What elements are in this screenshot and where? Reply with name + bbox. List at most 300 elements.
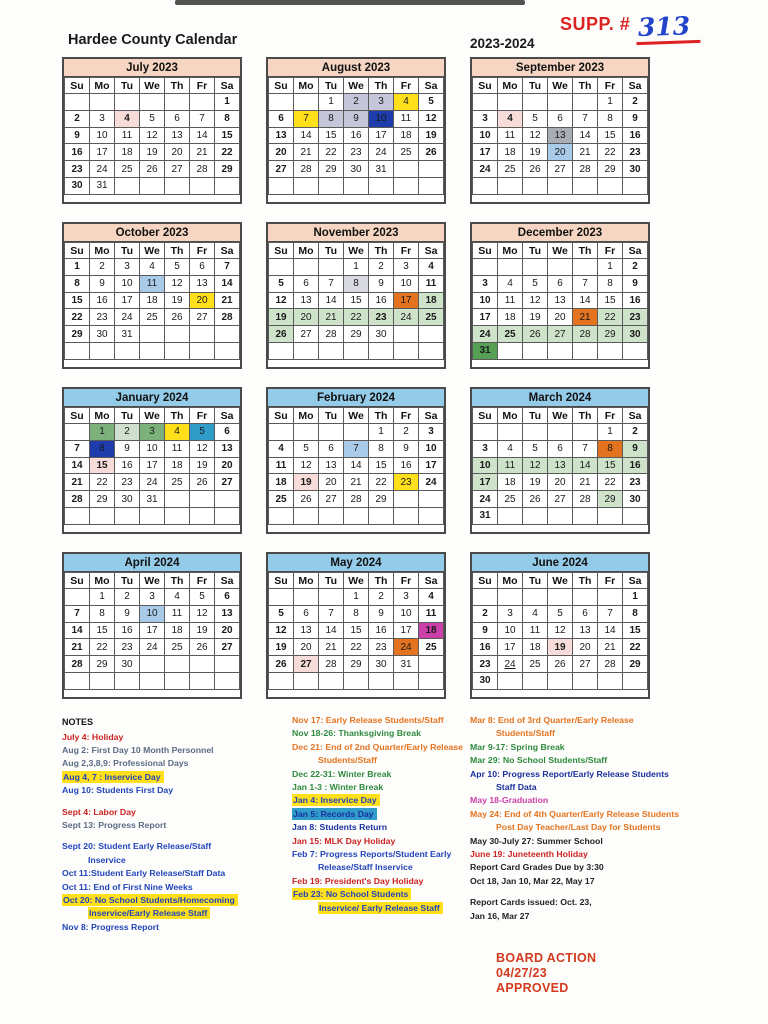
day-cell: 27 [165,161,190,178]
weekday-header: Tu [523,573,548,589]
weekday-header: We [548,573,573,589]
day-cell: 5 [548,605,573,622]
supp-number-handwritten: 313 [636,13,701,45]
month-title: February 2024 [268,389,444,407]
weekday-header: Tu [115,243,140,259]
day-cell: 9 [473,622,498,639]
day-cell: 28 [65,656,90,673]
note-item: May 24: End of 4th Quarter/Early Release Students [470,808,680,819]
day-cell: 23 [344,144,369,161]
school-year-label: 2023-2024 [470,36,535,51]
note-item: Nov 18-26: Thanksgiving Break [292,728,421,739]
day-cell [294,94,319,111]
day-cell: 7 [598,605,623,622]
day-cell: 18 [394,127,419,144]
weekday-header: Tu [115,78,140,94]
month-january-2024 [62,387,242,534]
day-cell: 21 [573,309,598,326]
day-cell: 19 [523,474,548,491]
day-cell [548,424,573,441]
day-cell [115,672,140,689]
day-cell: 15 [598,127,623,144]
day-cell [65,94,90,111]
day-cell [598,177,623,194]
day-cell [215,672,240,689]
day-cell [573,342,598,359]
day-cell [140,177,165,194]
day-cell: 7 [215,259,240,276]
day-cell: 29 [344,656,369,673]
day-cell: 3 [140,589,165,606]
day-cell [419,507,444,524]
day-cell: 14 [190,127,215,144]
day-cell [165,507,190,524]
day-cell [190,491,215,508]
day-cell [498,589,523,606]
day-cell: 19 [190,457,215,474]
day-cell: 3 [369,94,394,111]
day-cell: 21 [344,474,369,491]
day-cell: 30 [115,491,140,508]
day-cell: 15 [598,457,623,474]
day-cell: 15 [598,292,623,309]
day-cell: 12 [140,127,165,144]
day-cell: 10 [140,605,165,622]
day-cell: 2 [623,94,648,111]
weekday-header: We [140,243,165,259]
day-cell [473,259,498,276]
day-cell: 9 [65,127,90,144]
day-cell [165,326,190,343]
day-cell [598,672,623,689]
day-cell: 11 [419,275,444,292]
day-cell: 2 [394,424,419,441]
day-cell: 6 [573,605,598,622]
day-cell: 18 [419,292,444,309]
day-cell: 31 [140,491,165,508]
note-item: Oct 18, Jan 10, Mar 22, May 17 [470,875,595,886]
note-item: Post Day Teacher/Last Day for Students [496,822,661,833]
day-cell: 4 [269,440,294,457]
day-cell: 2 [115,589,140,606]
day-cell: 10 [90,127,115,144]
day-cell: 29 [344,326,369,343]
day-cell: 24 [394,309,419,326]
day-cell: 21 [294,144,319,161]
day-cell [215,342,240,359]
month-october-2023 [62,222,242,369]
day-cell [498,259,523,276]
day-cell: 31 [115,326,140,343]
day-cell: 29 [65,326,90,343]
day-cell: 19 [140,144,165,161]
day-cell: 3 [394,589,419,606]
weekday-header: Th [369,408,394,424]
day-cell [269,94,294,111]
day-cell [319,177,344,194]
day-cell [548,589,573,606]
weekday-header: Fr [190,243,215,259]
day-cell [419,342,444,359]
day-cell: 7 [573,110,598,127]
day-cell [419,491,444,508]
day-cell: 14 [319,622,344,639]
day-cell [623,507,648,524]
note-highlight: Jan 5: Records Day [292,808,377,820]
day-cell [294,342,319,359]
day-cell: 6 [319,440,344,457]
board-action-line: APPROVED [496,981,569,995]
weekday-header: Th [573,243,598,259]
day-cell: 22 [598,309,623,326]
scan-artifact [175,0,525,5]
day-cell: 2 [115,424,140,441]
weekday-header: Sa [623,78,648,94]
day-cell [573,424,598,441]
weekday-header: Tu [319,243,344,259]
day-cell [90,342,115,359]
day-cell: 20 [294,639,319,656]
day-cell: 29 [598,161,623,178]
month-grid-table [64,242,240,360]
note-item: Report Card Grades Due by 3:30 [470,862,604,873]
month-title: September 2023 [472,59,648,77]
day-cell: 7 [190,110,215,127]
day-cell: 25 [165,639,190,656]
weekday-header: Th [573,408,598,424]
day-cell [319,672,344,689]
note-item: Aug 2: First Day 10 Month Personnel [62,744,214,755]
day-cell: 22 [215,144,240,161]
day-cell: 18 [498,474,523,491]
weekday-header: Th [165,78,190,94]
day-cell: 19 [269,639,294,656]
supp-label: SUPP. # [560,14,631,34]
weekday-header: Mo [90,408,115,424]
month-title: June 2024 [472,554,648,572]
note-item: Report Cards issued: Oct. 23, [470,897,592,908]
day-cell [65,342,90,359]
day-cell: 16 [623,292,648,309]
notes-column-1 [62,716,297,934]
day-cell: 12 [523,127,548,144]
day-cell: 25 [269,491,294,508]
day-cell: 26 [523,326,548,343]
day-cell [215,177,240,194]
weekday-header: Mo [294,408,319,424]
day-cell [498,342,523,359]
day-cell [140,342,165,359]
day-cell: 6 [294,605,319,622]
day-cell [165,672,190,689]
day-cell: 30 [65,177,90,194]
day-cell: 11 [419,605,444,622]
day-cell: 5 [190,424,215,441]
day-cell: 10 [473,127,498,144]
day-cell [548,672,573,689]
day-cell: 11 [269,457,294,474]
day-cell [498,672,523,689]
day-cell: 8 [90,440,115,457]
note-item: Students/Staff [496,728,555,739]
day-cell: 1 [344,589,369,606]
day-cell: 17 [140,622,165,639]
day-cell: 12 [523,457,548,474]
day-cell: 28 [598,656,623,673]
day-cell: 31 [90,177,115,194]
weekday-header: Fr [190,573,215,589]
day-cell [90,507,115,524]
day-cell: 3 [394,259,419,276]
day-cell: 27 [573,656,598,673]
day-cell: 11 [394,110,419,127]
day-cell: 19 [190,622,215,639]
weekday-header: Fr [598,78,623,94]
day-cell: 12 [419,110,444,127]
day-cell: 27 [548,491,573,508]
day-cell: 23 [115,474,140,491]
page-title: Hardee County Calendar [68,32,238,48]
weekday-header: We [140,573,165,589]
note-item: Mar 8: End of 3rd Quarter/Early Release [470,715,634,725]
day-cell: 22 [344,639,369,656]
note-item: Dec 22-31: Winter Break [292,768,392,779]
day-cell: 16 [115,622,140,639]
note-highlight: Inservice/Early Release Staff [88,907,210,919]
day-cell [573,259,598,276]
day-cell: 30 [623,326,648,343]
day-cell: 13 [573,622,598,639]
month-grid-table [268,572,444,690]
day-cell [294,259,319,276]
day-cell [523,177,548,194]
day-cell [294,589,319,606]
day-cell: 23 [369,309,394,326]
day-cell: 13 [548,292,573,309]
day-cell: 26 [548,656,573,673]
day-cell: 25 [140,309,165,326]
day-cell: 12 [269,292,294,309]
day-cell: 27 [319,491,344,508]
day-cell [269,507,294,524]
day-cell: 16 [623,127,648,144]
month-may-2024 [266,552,446,699]
day-cell: 22 [369,474,394,491]
note-item: May 18-Graduation [470,795,549,806]
day-cell: 11 [165,605,190,622]
weekday-header: Tu [115,573,140,589]
day-cell: 17 [394,622,419,639]
day-cell: 25 [498,161,523,178]
day-cell: 10 [394,275,419,292]
weekday-header: Fr [190,408,215,424]
day-cell: 4 [498,440,523,457]
day-cell: 3 [473,275,498,292]
day-cell: 28 [573,326,598,343]
day-cell [140,94,165,111]
day-cell [165,491,190,508]
day-cell: 1 [369,424,394,441]
day-cell: 19 [269,309,294,326]
day-cell: 16 [344,127,369,144]
day-cell: 18 [140,292,165,309]
day-cell: 1 [90,589,115,606]
weekday-header: Mo [90,573,115,589]
day-cell [523,589,548,606]
day-cell: 25 [165,474,190,491]
day-cell [498,424,523,441]
day-cell: 7 [65,605,90,622]
day-cell [394,491,419,508]
weekday-header: Sa [419,243,444,259]
day-cell [419,161,444,178]
day-cell: 6 [548,275,573,292]
day-cell: 23 [473,656,498,673]
weekday-header: Tu [319,408,344,424]
day-cell: 13 [548,127,573,144]
month-title: July 2023 [64,59,240,77]
month-grid-table [472,572,648,690]
day-cell: 2 [90,259,115,276]
month-july-2023 [62,57,242,204]
weekday-header: Su [269,243,294,259]
day-cell: 24 [115,309,140,326]
month-march-2024 [470,387,650,534]
day-cell: 25 [498,326,523,343]
day-cell [319,507,344,524]
weekday-header: Sa [215,408,240,424]
day-cell: 30 [115,656,140,673]
day-cell: 7 [573,440,598,457]
day-cell [419,672,444,689]
day-cell: 5 [523,275,548,292]
note-item: Mar 29: No School Students/Staff [470,755,608,766]
day-cell [573,94,598,111]
day-cell: 13 [319,457,344,474]
day-cell: 28 [319,656,344,673]
day-cell: 15 [215,127,240,144]
day-cell: 15 [90,457,115,474]
day-cell [394,326,419,343]
day-cell [165,656,190,673]
weekday-header: Mo [498,573,523,589]
day-cell: 13 [215,605,240,622]
day-cell: 22 [344,309,369,326]
day-cell [215,656,240,673]
weekday-header: We [140,408,165,424]
day-cell [344,342,369,359]
day-cell: 7 [319,275,344,292]
day-cell: 1 [90,424,115,441]
day-cell: 8 [344,275,369,292]
day-cell: 20 [319,474,344,491]
day-cell [473,177,498,194]
weekday-header: Su [473,78,498,94]
weekday-header: Su [473,408,498,424]
notes-spacer [62,832,297,840]
weekday-header: Sa [419,408,444,424]
day-cell [140,656,165,673]
day-cell: 14 [573,127,598,144]
day-cell [523,259,548,276]
note-item [62,907,297,919]
day-cell: 29 [598,326,623,343]
note-item: Staff Data [496,782,537,793]
weekday-header: Sa [215,243,240,259]
day-cell: 14 [65,457,90,474]
day-cell: 19 [523,144,548,161]
day-cell: 28 [65,491,90,508]
month-grid-table [472,407,648,525]
day-cell [573,672,598,689]
month-grid-table [268,407,444,525]
note-item: Inservice [88,854,126,865]
weekday-header: Sa [215,573,240,589]
day-cell: 21 [215,292,240,309]
day-cell: 15 [623,622,648,639]
month-title: August 2023 [268,59,444,77]
day-cell: 6 [215,589,240,606]
day-cell [115,94,140,111]
day-cell: 24 [473,491,498,508]
day-cell: 26 [140,161,165,178]
day-cell: 13 [294,292,319,309]
day-cell: 5 [523,110,548,127]
day-cell: 17 [90,144,115,161]
day-cell: 10 [115,275,140,292]
day-cell: 15 [90,622,115,639]
day-cell: 28 [190,161,215,178]
month-august-2023 [266,57,446,204]
weekday-header: We [140,78,165,94]
day-cell [140,507,165,524]
weekday-header: Su [473,243,498,259]
weekday-header: Tu [319,573,344,589]
day-cell: 22 [598,474,623,491]
day-cell [369,342,394,359]
day-cell: 24 [369,144,394,161]
weekday-header: Sa [623,573,648,589]
day-cell: 24 [419,474,444,491]
day-cell: 16 [369,292,394,309]
month-grid-table [268,77,444,195]
day-cell [294,672,319,689]
day-cell: 24 [498,656,523,673]
day-cell: 3 [473,110,498,127]
day-cell: 17 [115,292,140,309]
day-cell: 30 [623,161,648,178]
day-cell [90,672,115,689]
day-cell [269,424,294,441]
day-cell: 4 [498,110,523,127]
month-title: November 2023 [268,224,444,242]
day-cell: 23 [623,144,648,161]
day-cell: 16 [90,292,115,309]
day-cell: 18 [165,622,190,639]
day-cell [269,342,294,359]
day-cell: 11 [140,275,165,292]
day-cell: 3 [140,424,165,441]
day-cell: 31 [369,161,394,178]
day-cell: 3 [115,259,140,276]
day-cell: 12 [523,292,548,309]
day-cell [548,342,573,359]
day-cell: 22 [65,309,90,326]
day-cell: 1 [623,589,648,606]
day-cell [344,507,369,524]
day-cell: 1 [319,94,344,111]
day-cell: 19 [165,292,190,309]
